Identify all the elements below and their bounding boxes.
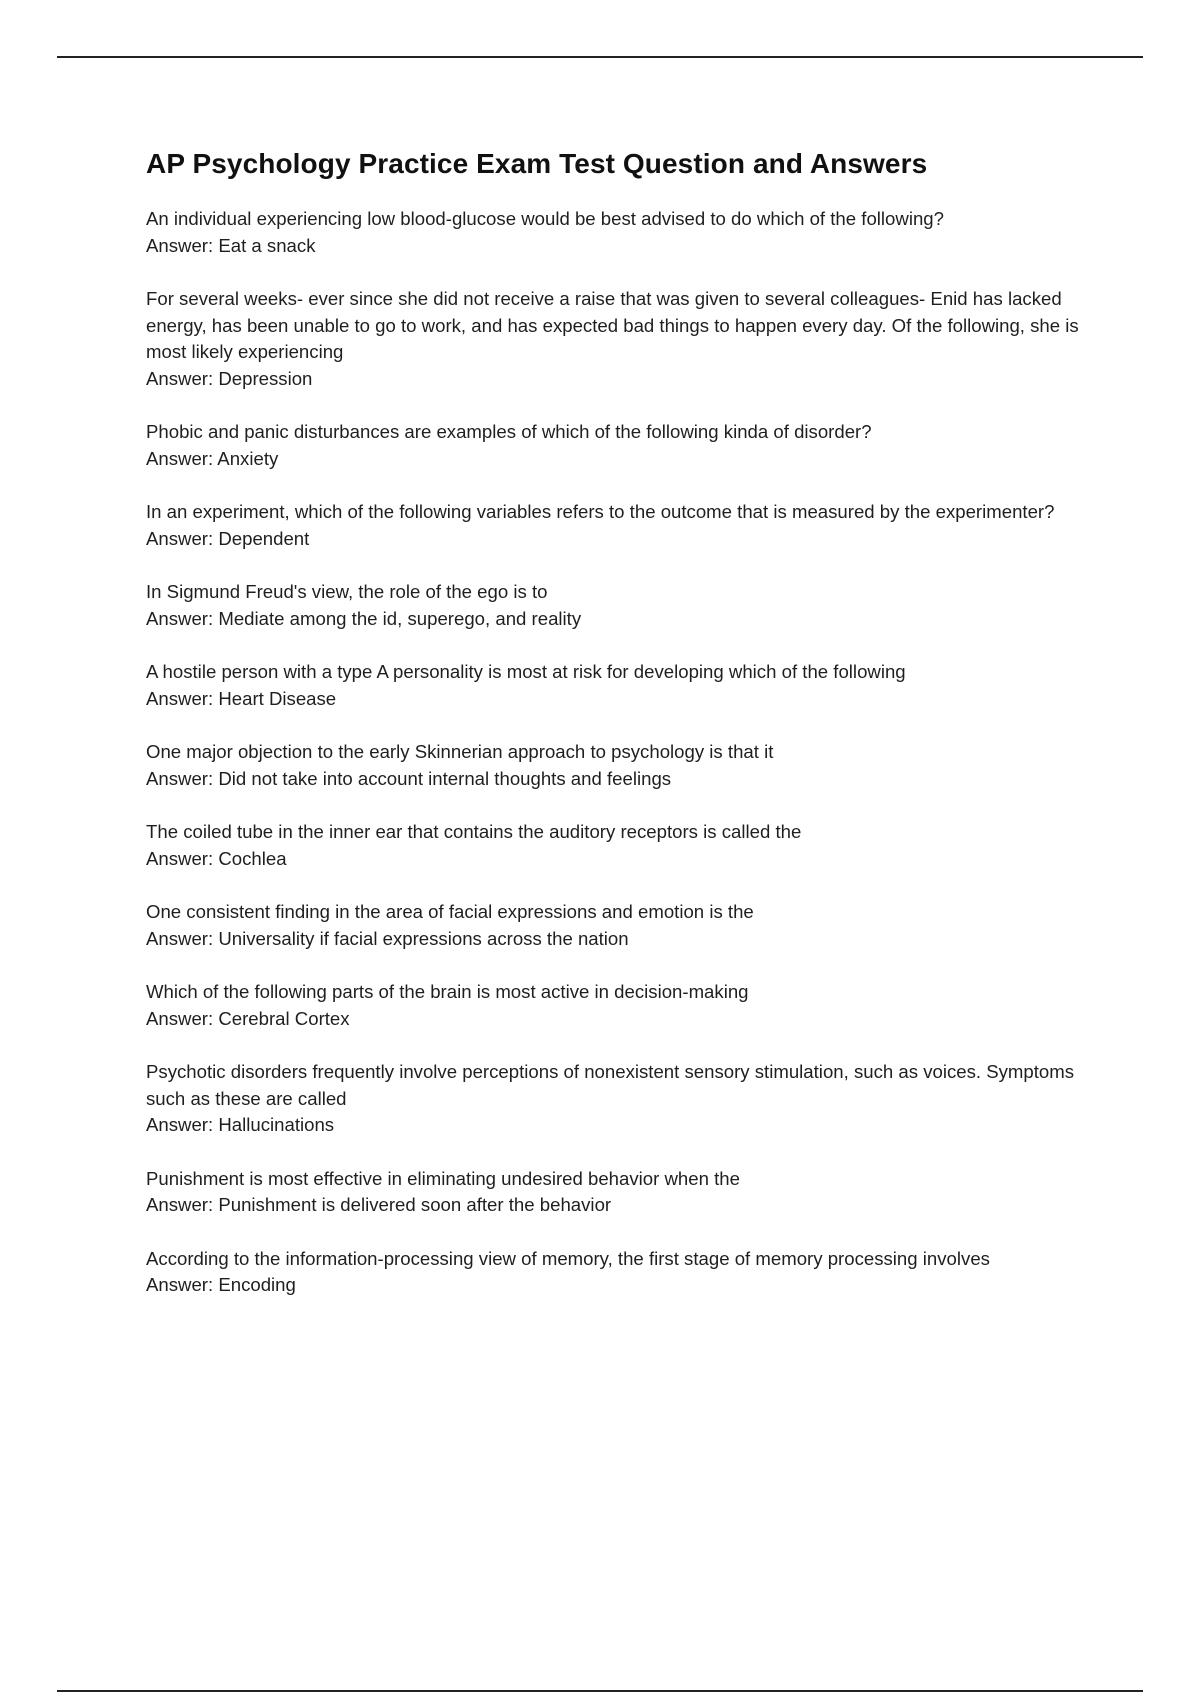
qa-item bbox=[146, 286, 1091, 392]
answer-text: Answer: Eat a snack bbox=[146, 234, 316, 256]
qa-item bbox=[146, 739, 1091, 792]
answer-text: Answer: Heart Disease bbox=[146, 687, 337, 709]
question-text: Psychotic disorders frequently involve perceptions of nonexistent sensory stimulation, such as voices. Symptoms such as these are called bbox=[146, 1061, 1075, 1109]
question-text: One major objection to the early Skinnerian approach to psychology is that it bbox=[146, 741, 774, 762]
qa-item bbox=[146, 819, 1091, 872]
answer-text: Answer: Punishment is delivered soon after the behavior bbox=[146, 1194, 612, 1215]
document-title: AP Psychology Practice Exam Test Question and Answers bbox=[146, 148, 928, 179]
answer-text: Answer: Mediate among the id, superego, and reality bbox=[146, 607, 582, 629]
answer-text: Answer: Universality if facial expressions across the nation bbox=[146, 927, 629, 949]
question-text: For several weeks- ever since she did not receive a raise that was given to several colleagues- Enid has lacked energy, has been unable to go to work, and has expected bad things to happen every day. Of the following, she is most likely experiencing bbox=[146, 288, 1079, 362]
qa-item bbox=[146, 659, 1091, 712]
answer-text: Answer: Encoding bbox=[146, 1274, 296, 1295]
answer-text: Answer: Anxiety bbox=[146, 447, 279, 469]
answer-text: Answer: Cerebral Cortex bbox=[146, 1007, 350, 1029]
question-text: An individual experiencing low blood-glucose would be best advised to do which of the following? bbox=[146, 208, 944, 229]
question-text: In Sigmund Freud's view, the role of the ego is to bbox=[146, 581, 548, 602]
qa-item bbox=[146, 1246, 1091, 1299]
question-text: Punishment is most effective in eliminating undesired behavior when the bbox=[146, 1167, 740, 1189]
qa-item bbox=[146, 1059, 1091, 1139]
qa-item bbox=[146, 419, 1091, 472]
answer-text: Answer: Dependent bbox=[146, 527, 310, 549]
footer-rule bbox=[57, 1690, 1143, 1692]
answer-text: Answer: Hallucinations bbox=[146, 1114, 335, 1135]
question-text: A hostile person with a type A personality is most at risk for developing which of the following bbox=[146, 661, 906, 682]
question-text: According to the information-processing view of memory, the first stage of memory processing involves bbox=[146, 1247, 990, 1269]
document-body bbox=[146, 148, 1091, 1326]
answer-text: Answer: Did not take into account internal thoughts and feelings bbox=[146, 767, 672, 789]
qa-item bbox=[146, 579, 1091, 632]
question-text: One consistent finding in the area of facial expressions and emotion is the bbox=[146, 901, 754, 922]
question-text: Phobic and panic disturbances are examples of which of the following kinda of disorder? bbox=[146, 421, 872, 442]
answer-text: Answer: Cochlea bbox=[146, 847, 287, 869]
question-text: The coiled tube in the inner ear that contains the auditory receptors is called the bbox=[146, 821, 802, 842]
qa-item bbox=[146, 899, 1091, 952]
qa-item bbox=[146, 979, 1091, 1032]
answer-text: Answer: Depression bbox=[146, 367, 313, 389]
question-text: Which of the following parts of the brain is most active in decision-making bbox=[146, 981, 749, 1002]
qa-item bbox=[146, 499, 1091, 552]
qa-item bbox=[146, 1166, 1091, 1219]
header-rule bbox=[57, 56, 1143, 58]
qa-item bbox=[146, 206, 1091, 259]
question-text: In an experiment, which of the following variables refers to the outcome that is measured by the experimenter? bbox=[146, 501, 1055, 522]
